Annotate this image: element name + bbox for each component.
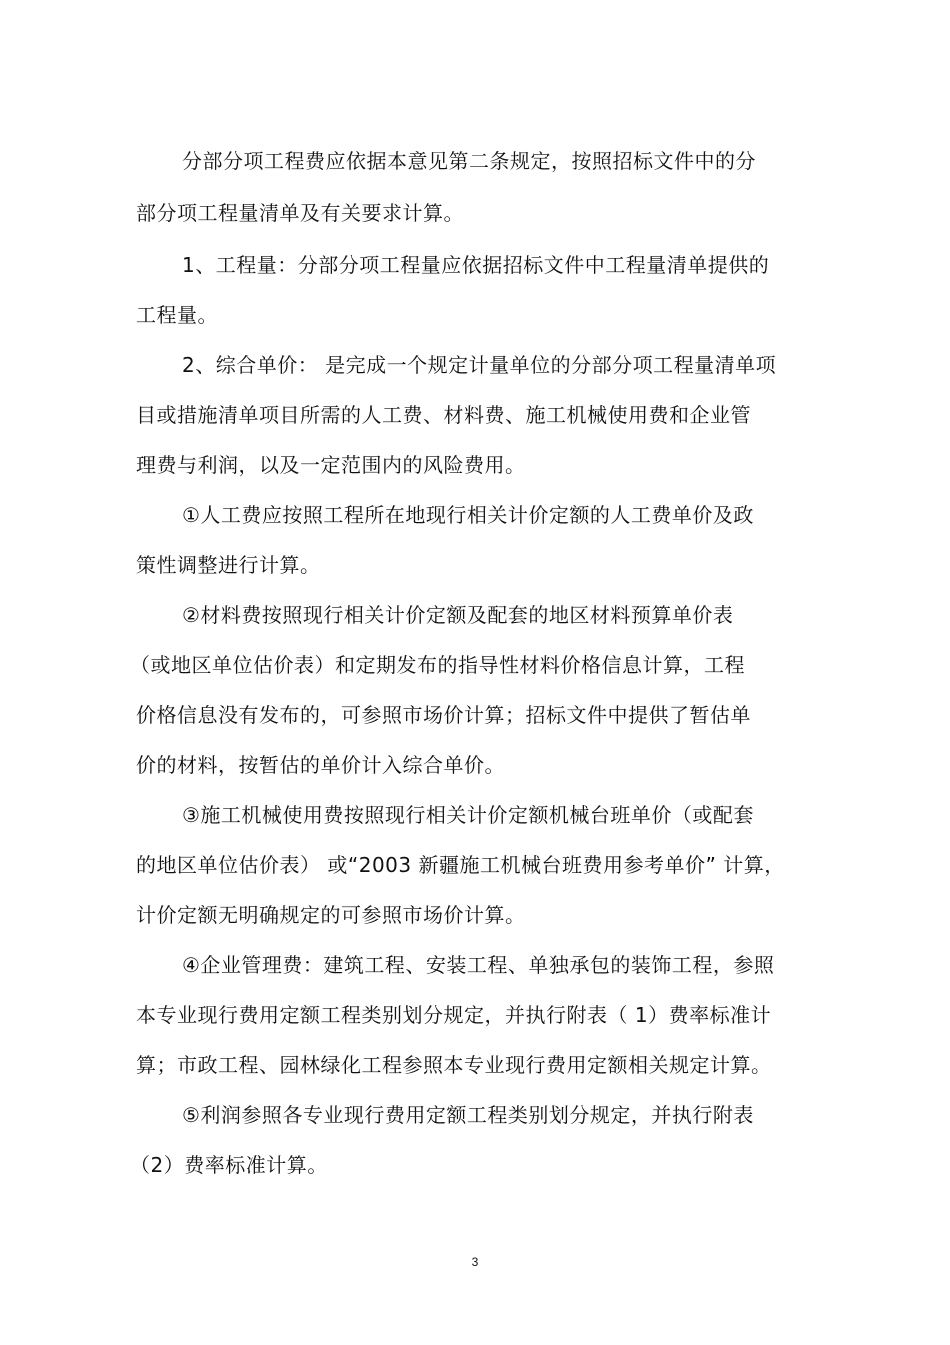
text-line: 价格信息没有发布的，可参照市场价计算；招标文件中提供了暂估单 [136,703,751,727]
text-line: ④企业管理费：建筑工程、安装工程、单独承包的装饰工程，参照 [182,953,775,977]
text-line: 目或措施清单项目所需的人工费、材料费、施工机械使用费和企业管 [136,403,751,427]
text-line: ③施工机械使用费按照现行相关计价定额机械台班单价（或配套 [182,803,754,827]
text-line: （2）费率标准计算。 [130,1153,328,1177]
text-line: 部分项工程量清单及有关要求计算。 [136,201,464,225]
text-line: 1、工程量：分部分项工程量应依据招标文件中工程量清单提供的 [182,253,770,277]
text-line: 计价定额无明确规定的可参照市场价计算。 [136,903,526,927]
text-line: 理费与利润，以及一定范围内的风险费用。 [136,453,526,477]
text-line: 工程量。 [136,303,218,327]
page-number: 3 [471,1255,479,1269]
text-line: 算；市政工程、园林绿化工程参照本专业现行费用定额相关规定计算。 [136,1053,772,1077]
text-line: ②材料费按照现行相关计价定额及配套的地区材料预算单价表 [182,603,734,627]
text-line: 本专业现行费用定额工程类别划分规定，并执行附表（ 1）费率标准计 [136,1003,772,1027]
text-line: 策性调整进行计算。 [136,553,321,577]
text-line: （或地区单位估价表）和定期发布的指导性材料价格信息计算，工程 [130,653,745,677]
text-line: 分部分项工程费应依据本意见第二条规定，按照招标文件中的分 [182,149,756,173]
text-line: ①人工费应按照工程所在地现行相关计价定额的人工费单价及政 [182,503,754,527]
text-line: 2、综合单价： 是完成一个规定计量单位的分部分项工程量清单项 [182,353,777,377]
text-line: ⑤利润参照各专业现行费用定额工程类别划分规定，并执行附表 [182,1103,754,1127]
text-line: 价的材料，按暂估的单价计入综合单价。 [136,753,505,777]
text-line: 的地区单位估价表） 或“2003 新疆施工机械台班费用参考单价” 计算， [136,853,785,877]
